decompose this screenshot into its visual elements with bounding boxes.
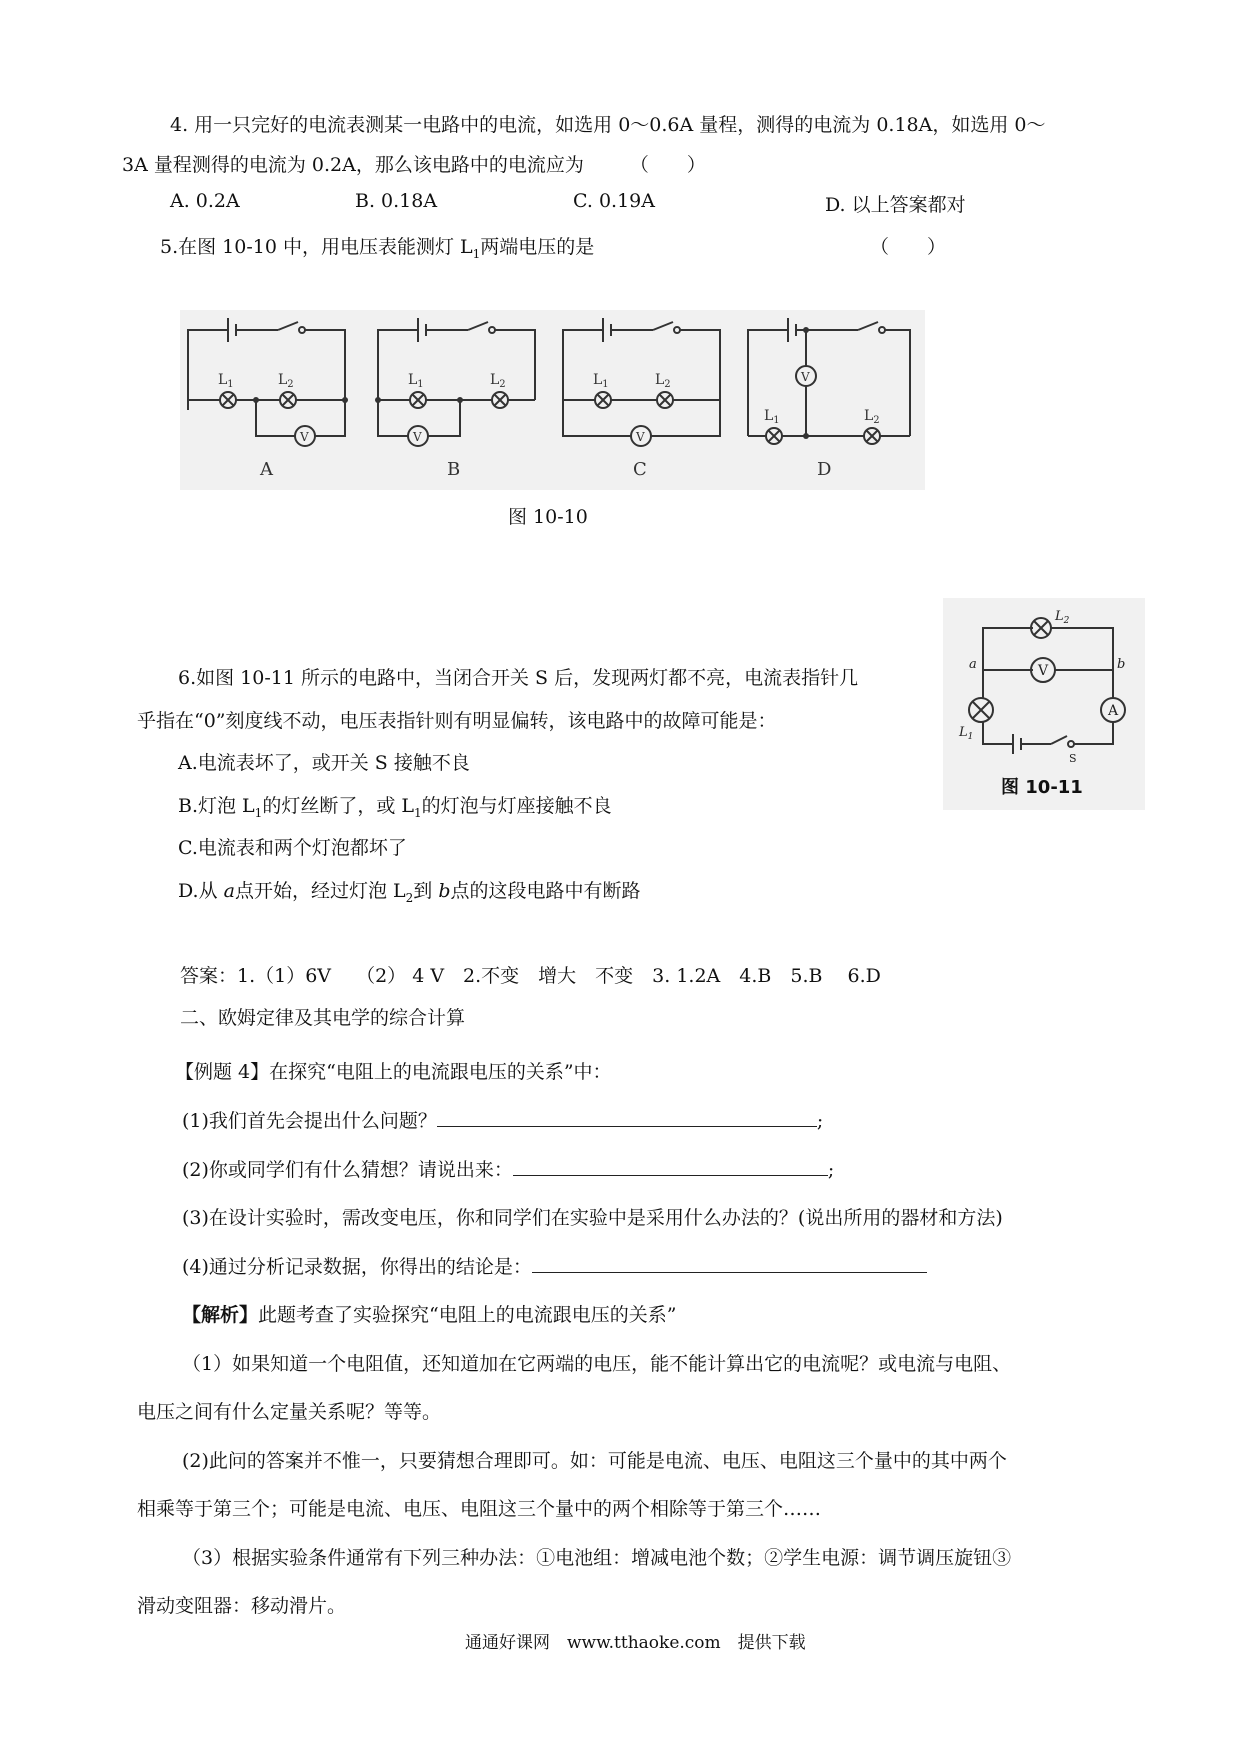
answers-line: 答案：1.（1）6V （2） 4 V 2.不变 增大 不变 3. 1.2A 4.B 5.B 6.D	[180, 965, 881, 987]
q6-optb-sub2: 1	[413, 805, 422, 820]
c-lamp1-label: L	[593, 372, 603, 388]
q6-optd-sub: 2	[405, 890, 414, 905]
q5-text-pre: 5.在图 10-10 中，用电压表能测灯 L	[160, 236, 473, 258]
figure-10-10-caption: 图 10-10	[508, 506, 588, 528]
b-lamp1-label: L	[408, 372, 418, 388]
analysis-p1-line2: 电压之间有什么定量关系呢？等等。	[137, 1401, 442, 1423]
fig11-switch-label: S	[1069, 752, 1077, 765]
example-4-q4	[182, 1252, 927, 1279]
d-voltmeter-label: V	[801, 370, 810, 384]
example-4-q2	[182, 1155, 834, 1182]
fig11-l1-label: L	[959, 725, 968, 740]
answer-blank-4[interactable]	[532, 1254, 927, 1273]
analysis-heading-label: 【解析】	[182, 1304, 259, 1326]
figure-10-10-background	[180, 310, 925, 490]
circuit-label-b: B	[447, 459, 461, 480]
q4-option-a: A. 0.2A	[170, 190, 240, 212]
q4-option-c: C. 0.19A	[573, 190, 655, 212]
svg-text:L1: $L_1$	[764, 408, 780, 426]
page-footer: 通通好课网 www.tthaoke.com 提供下载	[465, 1633, 806, 1653]
figure-10-11	[943, 598, 1145, 810]
q6-optb-pre: B.灯泡 L	[178, 795, 255, 817]
c-voltmeter-label: V	[636, 430, 645, 444]
example-4-q1-text: (1)我们首先会提出什么问题？	[182, 1110, 437, 1132]
q6-option-a: A.电流表坏了，或开关 S 接触不良	[178, 752, 470, 774]
a-lamp1-label: L	[218, 372, 228, 388]
q4-line2	[122, 150, 706, 177]
svg-text:L2: $L_2$	[1055, 609, 1070, 626]
svg-text:L2: $L_2$	[490, 372, 506, 390]
q5-sub: 1	[472, 246, 481, 261]
example-4-q2-end: ;	[827, 1159, 835, 1181]
b-lamp2-label: L	[490, 372, 500, 388]
q6-optb-sub1: 1	[254, 805, 263, 820]
q4-line1: 4. 用一只完好的电流表测某一电路中的电流，如选用 0～0.6A 量程，测得的电流为 0.18A，如选用 0～	[170, 114, 1046, 136]
fig11-voltmeter-label: V	[1038, 663, 1049, 679]
q4-line2-text: 3A 量程测得的电流为 0.2A，那么该电路中的电流应为	[122, 154, 584, 176]
d-lamp2-label: L	[864, 408, 874, 424]
svg-text:L2: $L_2$	[655, 372, 671, 390]
q5-text-post: 两端电压的是	[480, 236, 595, 258]
answer-blank-2[interactable]	[513, 1157, 828, 1176]
q6-line2: 乎指在“0”刻度线不动，电压表指针则有明显偏转，该电路中的故障可能是：	[137, 710, 777, 732]
a-voltmeter-label: V	[300, 430, 309, 444]
svg-text:L1: $L_1$	[959, 725, 974, 742]
figure-10-11-caption: 图 10-11	[1001, 777, 1083, 798]
q6-optd-b: b	[438, 880, 451, 902]
d-lamp1-label: L	[764, 408, 774, 424]
q6-optb-mid: 的灯丝断了，或 L	[262, 795, 414, 817]
fig11-l2-label: L	[1055, 609, 1064, 624]
fig11-point-b: b	[1117, 657, 1126, 672]
q6-optd-a: a	[223, 880, 235, 902]
q6-optd-pre: D.从	[178, 880, 224, 902]
analysis-heading	[182, 1300, 676, 1327]
q6-option-b	[178, 791, 612, 820]
example-4-q3: (3)在设计实验时，需改变电压，你和同学们在实验中是采用什么办法的？(说出所用的器材和方法)	[182, 1207, 1003, 1229]
circuit-label-c: C	[633, 459, 647, 480]
example-4-q4-text: (4)通过分析记录数据，你得出的结论是：	[182, 1256, 532, 1278]
fig11-ammeter-label: A	[1108, 703, 1119, 719]
q4-paren: （ ）	[629, 154, 706, 176]
q5-question	[160, 232, 594, 261]
svg-text:L1: $L_1$	[593, 372, 609, 390]
figure-10-10	[180, 310, 925, 490]
q6-optd-mid2: 到	[413, 880, 439, 902]
q6-optd-mid: 点开始，经过灯泡 L	[234, 880, 406, 902]
svg-text:L2: $L_2$	[278, 372, 294, 390]
circuit-label-a: A	[260, 459, 273, 480]
q4-option-d: D. 以上答案都对	[825, 194, 966, 216]
q6-optb-post: 的灯泡与灯座接触不良	[421, 795, 612, 817]
analysis-heading-rest: 此题考查了实验探究“电阻上的电流跟电压的关系”	[258, 1304, 677, 1326]
q5-paren: （ ）	[870, 236, 947, 258]
analysis-p2-line1: (2)此问的答案并不惟一，只要猜想合理即可。如：可能是电流、电压、电阻这三个量中的其中两个	[182, 1450, 1007, 1472]
c-lamp2-label: L	[655, 372, 665, 388]
svg-text:L1: $L_1$	[408, 372, 424, 390]
example-4-q2-text: (2)你或同学们有什么猜想？请说出来：	[182, 1159, 513, 1181]
analysis-p3-line2: 滑动变阻器：移动滑片。	[137, 1595, 347, 1617]
svg-text:L2: $L_2$	[864, 408, 880, 426]
q4-option-b: B. 0.18A	[355, 190, 438, 212]
section-2-heading: 二、欧姆定律及其电学的综合计算	[180, 1007, 466, 1029]
example-4-q1-end: ;	[816, 1110, 824, 1132]
circuit-label-d: D	[817, 459, 832, 480]
q6-option-d	[178, 876, 641, 905]
answer-blank-1[interactable]	[437, 1108, 817, 1127]
example-4-q1	[182, 1106, 823, 1133]
analysis-p1-line1: （1）如果知道一个电阻值，还知道加在它两端的电压，能不能计算出它的电流呢？或电流与电阻、	[182, 1353, 1012, 1375]
a-lamp2-label: L	[278, 372, 288, 388]
q6-optd-post: 点的这段电路中有断路	[450, 880, 641, 902]
q6-line1: 6.如图 10-11 所示的电路中，当闭合开关 S 后，发现两灯都不亮，电流表指针几	[178, 667, 859, 689]
analysis-p2-line2: 相乘等于第三个；可能是电流、电压、电阻这三个量中的两个相除等于第三个……	[137, 1498, 822, 1520]
example-4-heading: 【例题 4】在探究“电阻上的电流跟电压的关系”中：	[175, 1061, 612, 1083]
fig11-point-a: a	[969, 657, 977, 672]
q6-option-c: C.电流表和两个灯泡都坏了	[178, 837, 407, 859]
svg-text:L1: $L_1$	[218, 372, 234, 390]
b-voltmeter-label: V	[413, 430, 422, 444]
analysis-p3-line1: （3）根据实验条件通常有下列三种办法：①电池组：增减电池个数；②学生电源：调节调压旋钮③	[182, 1547, 1012, 1569]
